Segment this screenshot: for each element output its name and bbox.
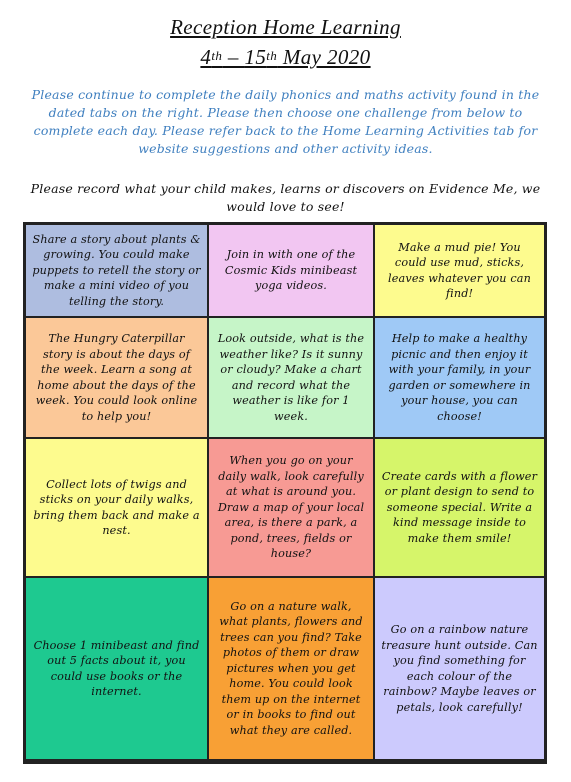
challenge-text: Go on a rainbow nature treasure hunt outside. Can you find something for each colour of the rainbow? Maybe leaves or petals, look carefully! [381,623,538,714]
challenge-text: Create cards with a flower or plant design to send to someone special. Write a kind message inside to make them smile! [381,469,538,545]
date-range [0,42,571,72]
challenge-grid [23,222,547,764]
end-day-suffix: th [266,48,278,63]
challenge-text: When you go on your daily walk, look carefully at what is around you. Draw a map of your local area, is there a park, a pond, trees, fields or house? [217,454,365,561]
page-title: Reception Home Learning [170,15,401,39]
challenge-cell [208,224,374,317]
challenge-cell [208,577,374,760]
challenge-cell [374,438,545,577]
start-day-suffix: th [211,48,223,63]
challenge-text: Go on a nature walk, what plants, flowers and trees can you find? Take photos of them or draw pictures when you get home. You could look them up on the internet or in books to find out what they are called. [219,599,363,737]
challenge-text: Choose 1 minibeast and find out 5 facts about it, you could use books or the internet. [33,638,200,698]
challenge-text: Collect lots of twigs and sticks on your daily walks, bring them back and make a nest. [33,477,200,537]
challenge-cell [374,577,545,760]
challenge-cell [374,224,545,317]
challenge-text: The Hungry Caterpillar story is about the days of the week. Learn a song at home about the days of the week. You could look online to help you! [35,332,198,423]
challenge-cell [25,438,208,577]
month-year: May 2020 [277,45,371,69]
challenge-cell [208,438,374,577]
intro-text: Please continue to complete the daily phonics and maths activity found in the dated tabs on the right. Please then choose one challenge from below to complete each day. Please refer back to the Home Learning Activities tab for website suggestions and other activity ideas. [31,87,540,156]
challenge-cell [25,577,208,760]
challenge-cell [25,317,208,438]
challenge-text: Join in with one of the Cosmic Kids minibeast yoga videos. [224,248,358,293]
challenge-cell [374,317,545,438]
header [0,12,571,72]
challenge-text: Look outside, what is the weather like? Is it sunny or cloudy? Make a chart and record what the weather is like for 1 week. [217,332,365,423]
date-separator: – [222,45,245,69]
challenge-text: Share a story about plants & growing. You could make puppets to retell the story or make a mini video of you telling the story. [32,232,201,308]
record-note: Please record what your child makes, learns or discovers on Evidence Me, we would love to see! [30,181,541,214]
end-day: 15 [244,45,267,69]
challenge-text: Make a mud pie! You could use mud, sticks, leaves whatever you can find! [388,240,531,300]
challenge-cell [208,317,374,438]
challenge-text: Help to make a healthy picnic and then enjoy it with your family, in your garden or somewhere in your house, you can choose! [388,332,531,423]
challenge-cell [25,224,208,317]
start-day: 4 [200,45,212,69]
